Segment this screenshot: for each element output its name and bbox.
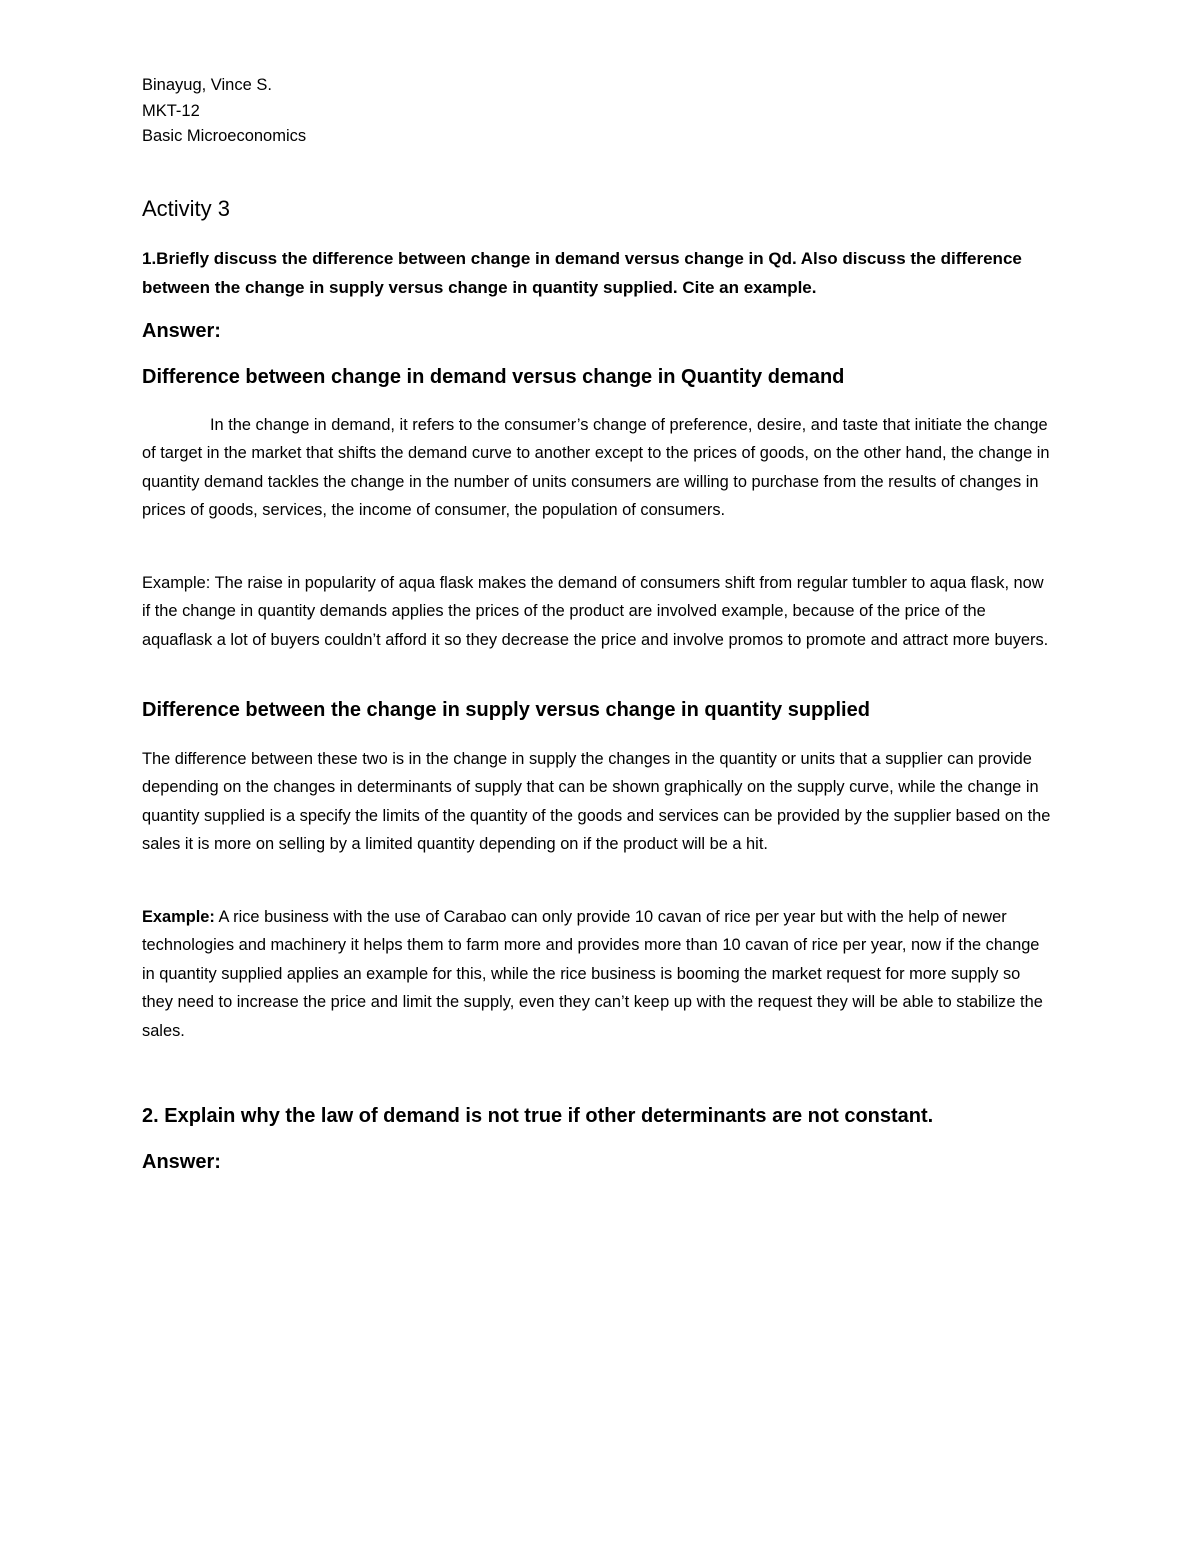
supply-section-heading: Difference between the change in supply versus change in quantity supplied <box>142 699 870 721</box>
question-1: 1.Briefly discuss the difference between change in demand versus change in Qd. Also discuss the difference between the change in supply versus change in quantity supplied. Cite an example. <box>142 249 1022 297</box>
supply-example-text: A rice business with the use of Carabao can only provide 10 cavan of rice per year but with the help of newer technologies and machinery it helps them to farm more and provides more than 10 cavan of rice per year, now if the change in quantity supplied applies an example for this, while the rice business is booming the market request for more supply so they need to increase the price and limit the supply, even they can’t keep up with the request they will be able to stabilize the sales. <box>142 908 1043 1040</box>
activity-title: Activity 3 <box>142 196 231 221</box>
subject-name: Basic Microeconomics <box>142 127 307 145</box>
demand-example: Example: The raise in popularity of aqua flask makes the demand of consumers shift from regular tumbler to aqua flask, now if the change in quantity demands applies the prices of the product are involved example, because of the price of the aquaflask a lot of buyers couldn’t afford it so they decrease the price and involve promos to promote and attract more buyers. <box>142 574 1049 649</box>
class-section: MKT-12 <box>142 102 200 120</box>
supply-example <box>142 903 1054 1045</box>
student-name: Binayug, Vince S. <box>142 76 272 94</box>
question-2: 2. Explain why the law of demand is not true if other determinants are not constant. <box>142 1105 934 1127</box>
supply-example-label: Example: <box>142 908 215 926</box>
demand-section-heading: Difference between change in demand versus change in Quantity demand <box>142 366 845 388</box>
answer-2-label: Answer: <box>142 1151 221 1173</box>
answer-1-label: Answer: <box>142 320 221 342</box>
demand-paragraph: In the change in demand, it refers to the consumer’s change of preference, desire, and taste that initiate the change of target in the market that shifts the demand curve to another except to the prices of goods, on the other hand, the change in quantity demand tackles the change in the number of units consumers are willing to purchase from the results of changes in prices of goods, services, the income of consumer, the population of consumers. <box>142 416 1050 520</box>
supply-paragraph: The difference between these two is in the change in supply the changes in the quantity or units that a supplier can provide depending on the changes in determinants of supply that can be shown graphically on the supply curve, while the change in quantity supplied is a specify the limits of the quantity of the goods and services can be provided by the supplier based on the sales it is more on selling by a limited quantity depending on if the product will be a hit. <box>142 750 1051 854</box>
